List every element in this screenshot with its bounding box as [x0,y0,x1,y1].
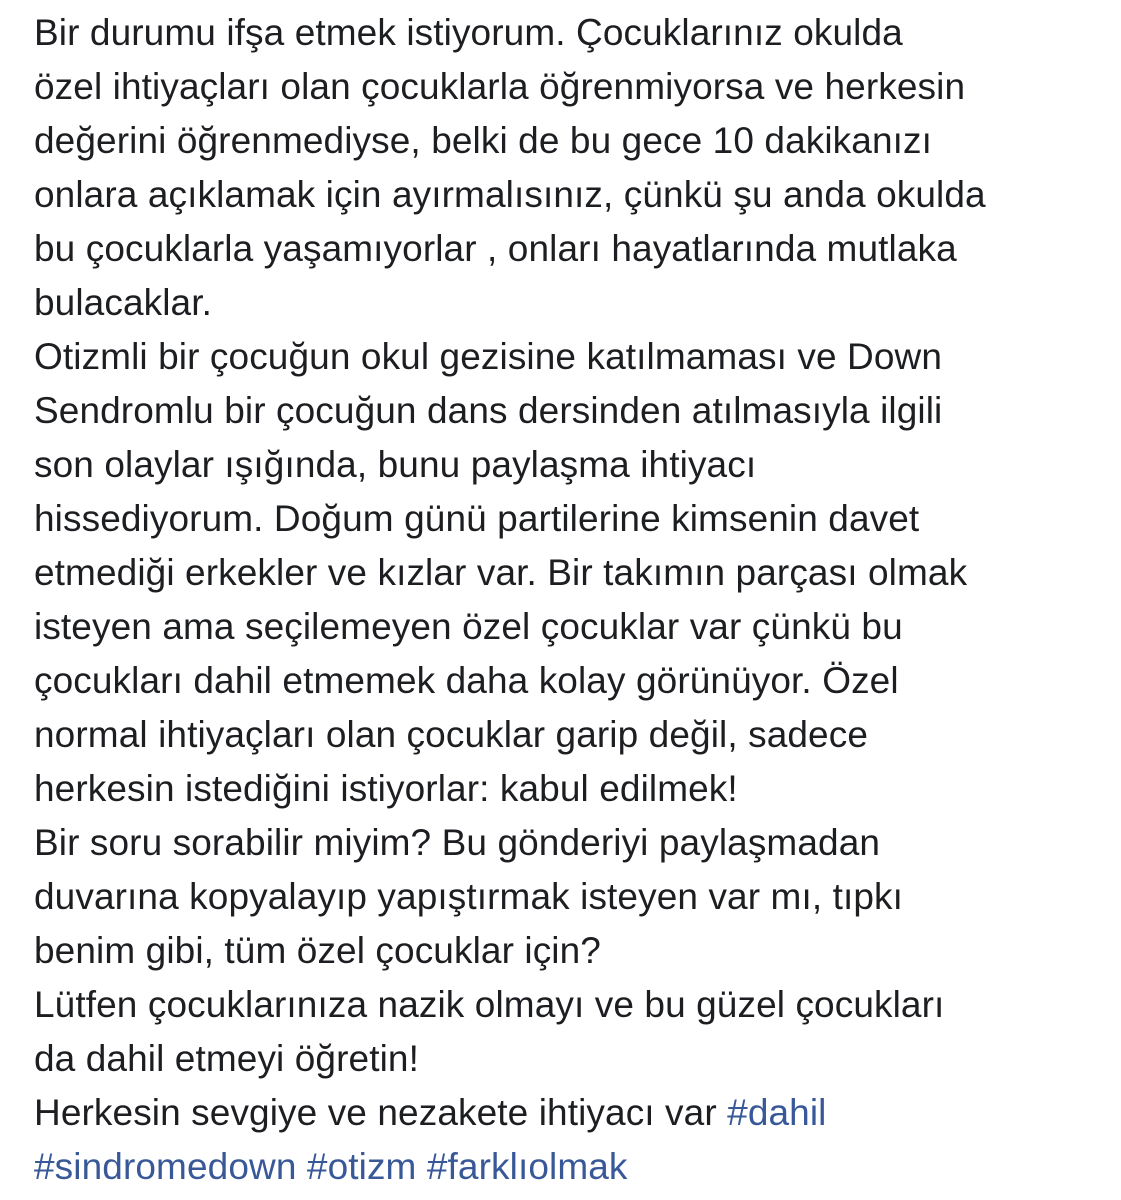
post-line-text: Herkesin sevgiye ve nezakete ihtiyacı var [34,1092,728,1133]
post-line: da dahil etmeyi öğretin! [34,1038,419,1079]
post-line: isteyen ama seçilemeyen özel çocuklar var çünkü bu [34,606,903,647]
post-line: onlara açıklamak için ayırmalısınız, çünkü şu anda okulda [34,174,986,215]
post-line: Lütfen çocuklarınıza nazik olmayı ve bu güzel çocukları [34,984,945,1025]
post-line: Otizmli bir çocuğun okul gezisine katılmaması ve Down [34,336,943,377]
post-line: herkesin istediğini istiyorlar: kabul edilmek! [34,768,738,809]
post-line: çocukları dahil etmemek daha kolay görünüyor. Özel [34,660,899,701]
post-line: hissediyorum. Doğum günü partilerine kimsenin davet [34,498,920,539]
post-line: etmediği erkekler ve kızlar var. Bir takımın parçası olmak [34,552,968,593]
hashtag-sindromedown-link[interactable]: #sindromedown [34,1146,297,1187]
hashtag-farkliolmak-link[interactable]: #farklıolmak [426,1146,628,1187]
post-line: özel ihtiyaçları olan çocuklarla öğrenmiyorsa ve herkesin [34,66,966,107]
post-line: duvarına kopyalayıp yapıştırmak isteyen var mı, tıpkı [34,876,904,917]
post-line: benim gibi, tüm özel çocuklar için? [34,930,601,971]
post-line: Bir soru sorabilir miyim? Bu gönderiyi paylaşmadan [34,822,881,863]
hashtag-otizm-link[interactable]: #otizm [306,1146,417,1187]
post-line: bulacaklar. [34,282,212,323]
post-line: son olaylar ışığında, bunu paylaşma ihtiyacı [34,444,757,485]
post-line: bu çocuklarla yaşamıyorlar , onları hayatlarında mutlaka [34,228,957,269]
hashtag-line [34,1140,1114,1194]
post-line-with-hashtag [34,1086,1114,1140]
post-line: Bir durumu ifşa etmek istiyorum. Çocuklarınız okulda [34,12,903,53]
post-text [34,6,1114,1194]
post-line: değerini öğrenmediyse, belki de bu gece 10 dakikanızı [34,120,932,161]
hashtag-dahil-link[interactable]: #dahil [727,1092,827,1133]
post-line: Sendromlu bir çocuğun dans dersinden atılmasıyla ilgili [34,390,943,431]
post-line: normal ihtiyaçları olan çocuklar garip değil, sadece [34,714,869,755]
